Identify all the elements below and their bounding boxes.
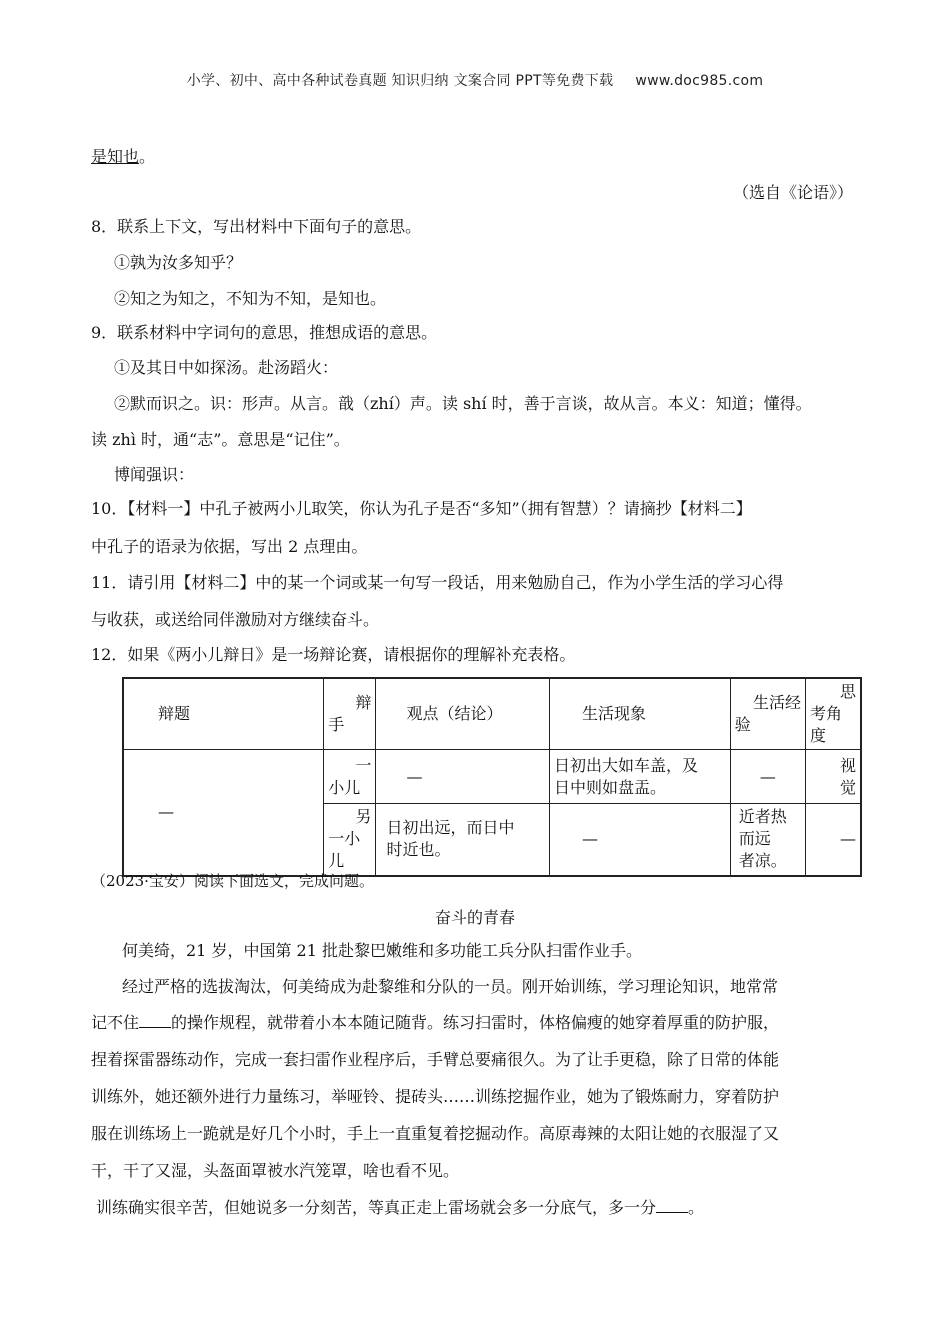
header-site: www.doc985.com — [635, 73, 764, 89]
row1-debater-bottom: 小儿 — [328, 777, 361, 797]
header-topic: 辩题 — [123, 678, 324, 750]
header-viewpoint: 观点（结论） — [376, 678, 550, 750]
q9-item-2-line1: ②默而识之。识：形声。从言。戠（zhí）声。读 shí 时，善于言谈，故从言。本义：知道；懂得。 — [114, 394, 812, 413]
passage-title: 奋斗的青春 — [434, 908, 515, 927]
header-experience-top: 生活经 — [753, 693, 802, 712]
row1-phenomenon — [549, 750, 730, 804]
row2-experience-l2: 者凉。 — [738, 851, 787, 871]
header-debater-bottom: 手 — [328, 715, 345, 734]
header-phenomenon: 生活现象 — [549, 678, 730, 750]
row2-viewpoint-l1: 日初出远，而日中 — [386, 818, 515, 838]
p2-line2-after-blank: 的操作规程，就带着小本本随记随背。练习扫雷时，体格偏瘦的她穿着厚重的防护服， — [171, 1013, 780, 1032]
q11-line1: 11．请引用【材料二】中的某一个词或某一句写一段话，用来勉励自己，作为小学生活的学习心得 — [91, 573, 784, 592]
p2-line2-before-blank: 记不住 — [91, 1013, 140, 1032]
q8-item-1: ①孰为汝多知乎？ — [114, 253, 243, 272]
header-text: 小学、初中、高中各种试卷真题 知识归纳 文案合同 PPT等免费下载 — [186, 73, 614, 89]
q12-stem: 12．如果《两小儿辩日》是一场辩论赛，请根据你的理解补充表格。 — [91, 645, 576, 664]
passage-p1: 何美绮，21 岁，中国第 21 批赴黎巴嫩维和多功能工兵分队扫雷作业手。 — [122, 941, 642, 960]
table-header-row — [123, 678, 861, 750]
row2-debater-bottom: 儿 — [328, 851, 345, 871]
passage-p2-line6: 干，干了又湿，头盔面罩被水汽笼罩，啥也看不见。 — [91, 1161, 460, 1180]
row1-angle-bottom: 觉 — [839, 777, 856, 797]
passage-p2-line4: 训练外，她还额外进行力量练习，举哑铃、提砖头……训练挖掘作业，她为了锻炼耐力，穿着防护 — [91, 1087, 780, 1106]
intro-line — [91, 146, 155, 168]
row2-experience-l1: 近者热而远 — [738, 807, 787, 849]
intro-underlined: 是知也 — [91, 147, 140, 166]
q8-stem: 8．联系上下文，写出材料中下面句子的意思。 — [91, 217, 422, 236]
q11-line2: 与收获，或送给同伴激励对方继续奋斗。 — [91, 610, 380, 629]
passage-p2-line3: 捏着探雷器练动作，完成一套扫雷作业程序后，手臂总要痛很久。为了让手更稳，除了日常的体能 — [91, 1050, 780, 1069]
passage-intro: （2023·宝安）阅读下面选文，完成问题。 — [91, 872, 374, 890]
row1-experience: — — [730, 750, 805, 804]
table-row — [123, 750, 861, 804]
q10-line2: 中孔子的语录为依据，写出 2 点理由。 — [91, 537, 368, 556]
section-label: 博闻强识： — [114, 465, 195, 484]
intro-source: （选自《论语》） — [732, 183, 853, 202]
header-angle-top: 思 — [839, 682, 856, 701]
q9-item-2-line2: 读 zhì 时，通“志”。意思是“记住”。 — [91, 430, 350, 449]
row1-angle — [806, 750, 861, 804]
p3-before-blank: 训练确实很辛苦，但她说多一分刻苦，等真正走上雷场就会多一分底气，多一分 — [96, 1198, 657, 1217]
p3-after-blank: 。 — [688, 1198, 705, 1217]
intro-tail: 。 — [139, 147, 156, 166]
q9-stem: 9．联系材料中字词句的意思，推想成语的意思。 — [91, 323, 438, 342]
row2-viewpoint — [376, 804, 550, 876]
row2-experience — [730, 804, 805, 876]
fill-in-blank-2 — [656, 1198, 688, 1213]
row2-phenomenon: — — [549, 804, 730, 876]
fill-in-blank-1 — [139, 1013, 171, 1028]
row1-viewpoint: — — [376, 750, 550, 804]
q8-item-2: ②知之为知之，不知为不知，是知也。 — [114, 289, 387, 308]
row1-debater-top: 一 — [355, 755, 372, 775]
header-experience — [730, 678, 805, 750]
row2-debater — [324, 804, 376, 876]
q9-item-1: ①及其日中如探汤。赴汤蹈火： — [114, 358, 339, 377]
passage-p3 — [96, 1197, 704, 1219]
topic-cell: — — [123, 750, 324, 876]
header-debater-top: 辩 — [355, 693, 372, 712]
passage-p2-line5: 服在训练场上一跪就是好几个小时，手上一直重复着挖掘动作。高原毒辣的太阳让她的衣服湿了又 — [91, 1124, 780, 1143]
row1-phenomenon-l1: 日初出大如车盖，及 — [553, 755, 698, 775]
row2-debater-mid: 一小 — [328, 829, 361, 849]
row1-phenomenon-l2: 日中则如盘盂。 — [553, 777, 666, 797]
header-angle-bottom: 考角度 — [810, 704, 843, 745]
row2-debater-top: 另 — [355, 807, 372, 827]
row2-viewpoint-l2: 时近也。 — [386, 840, 451, 860]
q10-line1: 10．【材料一】中孔子被两小儿取笑，你认为孔子是否“多知”（拥有智慧）？请摘抄【材料二】 — [91, 499, 752, 518]
passage-p2-line1: 经过严格的选拔淘汰，何美绮成为赴黎维和分队的一员。刚开始训练，学习理论知识，地常常 — [122, 977, 779, 996]
row1-debater — [324, 750, 376, 804]
passage-p2-line2 — [91, 1012, 779, 1034]
header-experience-bottom: 验 — [734, 715, 751, 734]
row1-angle-top: 视 — [839, 755, 856, 775]
header-angle — [806, 678, 861, 750]
row2-angle: — — [806, 804, 861, 876]
page-header — [0, 70, 950, 90]
debate-table — [122, 677, 862, 877]
header-debater — [324, 678, 376, 750]
